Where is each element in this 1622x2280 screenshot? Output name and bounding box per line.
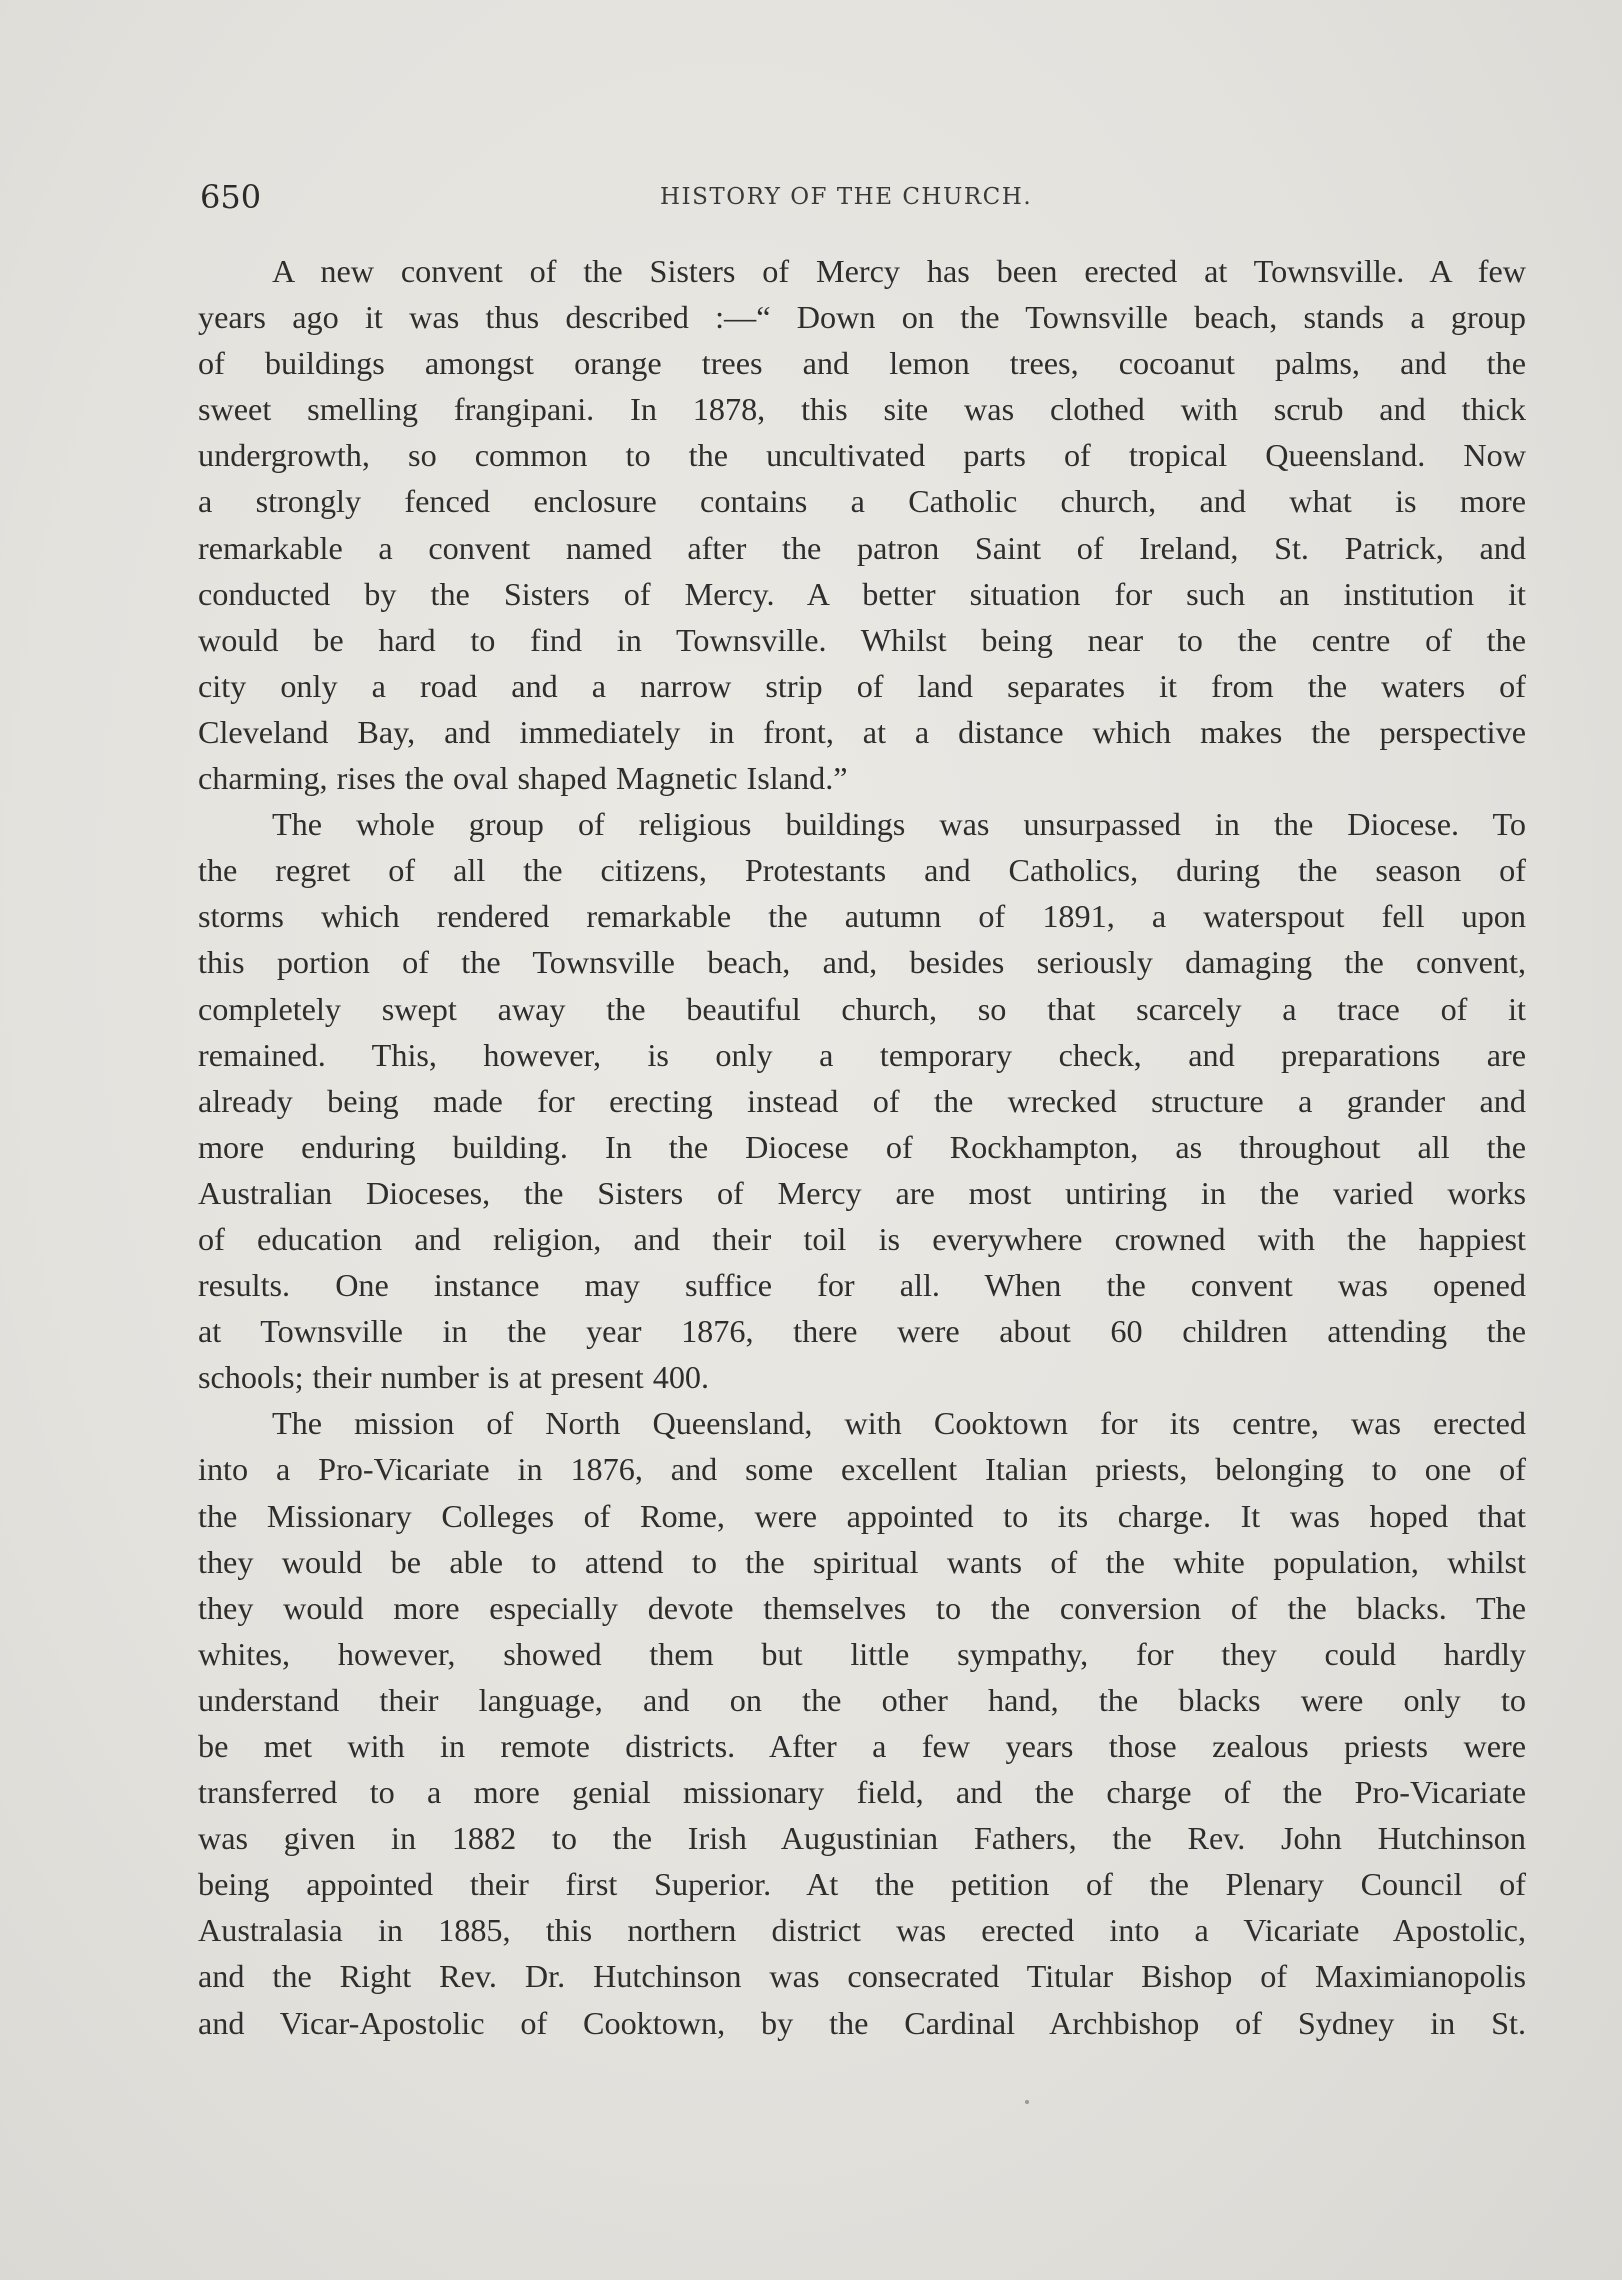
paragraph-2-line-12: at Townsville in the year 1876, there were about 60 children attending the [198, 1313, 1526, 1350]
paragraph-1-line-1: A new convent of the Sisters of Mercy has been erected at Townsville. A few [272, 253, 1526, 289]
paragraph-2-line-5: completely swept away the beautiful church, so that scarcely a trace of it [198, 990, 1526, 1027]
running-title: HISTORY OF THE CHURCH. [660, 184, 1033, 210]
paragraph-1-line-10: city only a road and a narrow strip of land separates it from the waters of [198, 667, 1526, 704]
paragraph-3-line-6: whites, however, showed them but little sympathy, for they could hardly [198, 1635, 1526, 1672]
paragraph-1-line-9: would be hard to find in Townsville. Whilst being near to the centre of the [198, 621, 1526, 658]
paragraph-1-line-3: of buildings amongst orange trees and lemon trees, cocoanut palms, and the [198, 345, 1526, 382]
paragraph-3-line-14: and Vicar-Apostolic of Cooktown, by the Cardinal Archbishop of Sydney in St. [198, 2004, 1526, 2041]
paragraph-3-line-7: understand their language, and on the other hand, the blacks were only to [198, 1681, 1526, 1718]
paragraph-1-line-2: years ago it was thus described :—“ Down on the Townsville beach, stands a group [198, 299, 1526, 336]
paragraph-1-line-11: Cleveland Bay, and immediately in front, at a distance which makes the perspective [198, 713, 1526, 750]
paragraph-2-line-8: more enduring building. In the Diocese of Rockhampton, as throughout all the [198, 1128, 1526, 1165]
paragraph-3-line-12: Australasia in 1885, this northern district was erected into a Vicariate Apostolic, [198, 1912, 1526, 1949]
running-head [200, 178, 1530, 218]
paragraph-1-line-7: remarkable a convent named after the patron Saint of Ireland, St. Patrick, and [198, 529, 1526, 566]
paragraph-3-line-9: transferred to a more genial missionary field, and the charge of the Pro-Vicariate [198, 1774, 1526, 1811]
paragraph-3-line-10: was given in 1882 to the Irish Augustinian Fathers, the Rev. John Hutchinson [198, 1820, 1526, 1857]
paragraph-2-line-11: results. One instance may suffice for all. When the convent was opened [198, 1267, 1526, 1304]
body-text [198, 248, 1526, 2046]
paragraph-1-line-8: conducted by the Sisters of Mercy. A better situation for such an institution it [198, 575, 1526, 612]
paragraph-1-line-5: undergrowth, so common to the uncultivated parts of tropical Queensland. Now [198, 437, 1526, 474]
paragraph-3-line-11: being appointed their first Superior. At the petition of the Plenary Council of [198, 1866, 1526, 1903]
paragraph-2-line-2: the regret of all the citizens, Protestants and Catholics, during the season of [198, 852, 1526, 889]
paragraph-1-line-12: charming, rises the oval shaped Magnetic Island.” [198, 760, 848, 797]
paragraph-1-line-6: a strongly fenced enclosure contains a Catholic church, and what is more [198, 483, 1526, 520]
paragraph-2-line-10: of education and religion, and their toil is everywhere crowned with the happiest [198, 1220, 1526, 1257]
paper-speck [1025, 2100, 1029, 2104]
paragraph-2-line-9: Australian Dioceses, the Sisters of Mercy are most untiring in the varied works [198, 1174, 1526, 1211]
paragraph-3-line-8: be met with in remote districts. After a few years those zealous priests were [198, 1728, 1526, 1764]
paragraph-3-line-13: and the Right Rev. Dr. Hutchinson was consecrated Titular Bishop of Maximianopolis [198, 1958, 1526, 1995]
paragraph-2-line-7: already being made for erecting instead of the wrecked structure a grander and [198, 1082, 1526, 1119]
paragraph-2-line-6: remained. This, however, is only a temporary check, and preparations are [198, 1036, 1526, 1073]
page-number: 650 [200, 178, 262, 216]
paragraph-2-line-4: this portion of the Townsville beach, and, besides seriously damaging the convent, [198, 944, 1526, 981]
paragraph-1-line-4: sweet smelling frangipani. In 1878, this site was clothed with scrub and thick [198, 391, 1526, 428]
paragraph-2-line-13: schools; their number is at present 400. [198, 1359, 710, 1396]
paragraph-2-line-3: storms which rendered remarkable the autumn of 1891, a waterspout fell upon [198, 898, 1526, 935]
paragraph-3-line-4: they would be able to attend to the spiritual wants of the white population, whilst [198, 1543, 1526, 1580]
paragraph-3-line-5: they would more especially devote themselves to the conversion of the blacks. The [198, 1589, 1526, 1626]
paragraph-3-line-1: The mission of North Queensland, with Cooktown for its centre, was erected [272, 1405, 1526, 1442]
paragraph-3-line-3: the Missionary Colleges of Rome, were appointed to its charge. It was hoped that [198, 1497, 1526, 1534]
paragraph-3-line-2: into a Pro-Vicariate in 1876, and some excellent Italian priests, belonging to one of [198, 1451, 1526, 1488]
paragraph-2-line-1: The whole group of religious buildings was unsurpassed in the Diocese. To [272, 806, 1526, 843]
